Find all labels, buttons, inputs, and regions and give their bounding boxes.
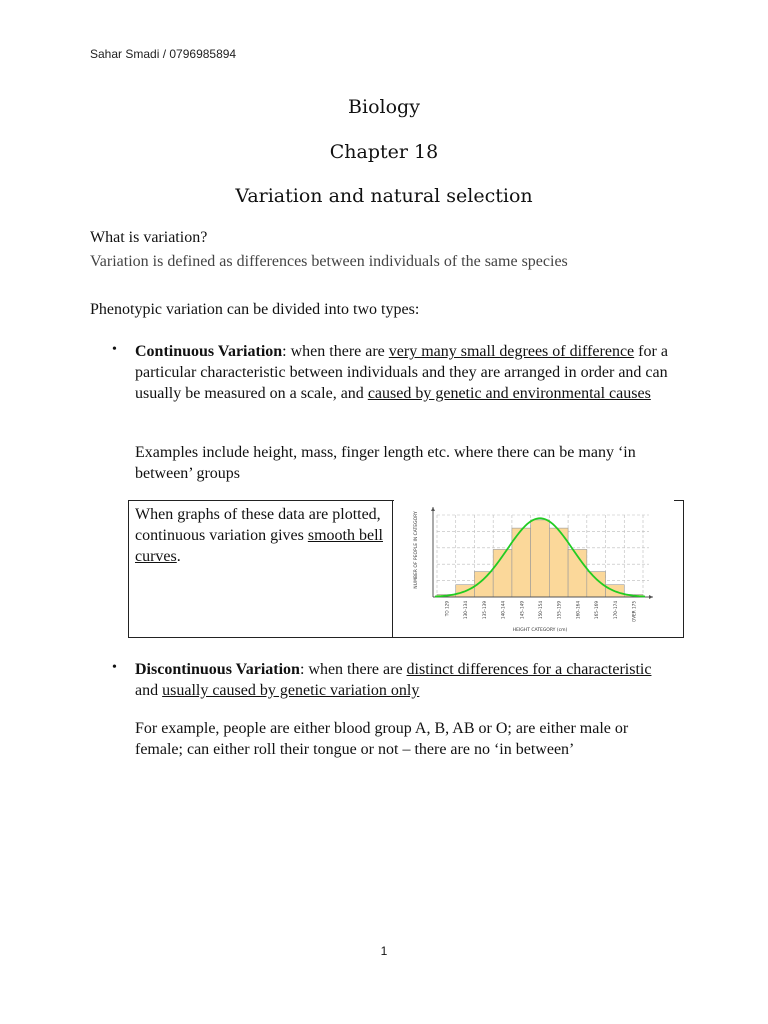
box-text-end: . xyxy=(176,548,181,565)
types-intro-text: Phenotypic variation can be divided into two types: xyxy=(90,301,420,318)
continuous-underline-1: very many small degrees of difference xyxy=(388,343,635,360)
continuous-examples: Examples include height, mass, finger length etc. where there can be many ‘in between’ groups xyxy=(135,444,636,482)
y-axis-arrow xyxy=(431,507,435,511)
bullet-icon: • xyxy=(112,342,117,357)
x-axis-label: HEIGHT CATEGORY (cm) xyxy=(512,628,568,633)
x-tick-label: 145–149 xyxy=(519,601,525,620)
discontinuous-example: For example, people are either blood group A, B, AB or O; are either male or female; can either roll their tongue or not – there are no ‘in between’ xyxy=(135,720,629,758)
continuous-paragraph xyxy=(135,341,675,404)
box-underline: smooth bell curves xyxy=(135,527,383,565)
subject-title: Biology xyxy=(348,96,420,118)
x-tick-label: 140–144 xyxy=(500,601,506,620)
bullet-icon: • xyxy=(112,660,117,675)
continuous-text-2: for a particular characteristic between individuals and they are arranged in order and can usually be measured on a scale, and xyxy=(135,343,668,402)
definition-text: Variation is defined as differences between individuals of the same species xyxy=(90,253,568,270)
discontinuous-text-2: and xyxy=(135,682,163,699)
x-axis-arrow xyxy=(649,595,653,599)
topic-title: Variation and natural selection xyxy=(235,185,533,207)
discontinuous-term: Discontinuous Variation xyxy=(135,661,300,678)
page-number: 1 xyxy=(380,944,388,958)
box-chart-cell xyxy=(393,501,683,637)
continuous-text-1: : when there are xyxy=(282,343,389,360)
question-text: What is variation? xyxy=(90,229,208,246)
histogram-bar xyxy=(531,520,550,597)
discontinuous-underline-2: usually caused by genetic variation only xyxy=(162,682,420,699)
x-tick-label: 160–164 xyxy=(575,601,581,620)
x-tick-label: 155–159 xyxy=(556,601,562,620)
continuous-underline-2: caused by genetic and environmental causes xyxy=(367,385,651,402)
box-text: When graphs of these data are plotted, continuous variation gives xyxy=(135,506,381,544)
y-axis-label: NUMBER OF PEOPLE IN CATEGORY xyxy=(414,511,419,589)
x-tick-label: 130–134 xyxy=(463,601,469,620)
header-author: Sahar Smadi / 0796985894 xyxy=(90,47,237,61)
x-tick-label: 150–154 xyxy=(538,601,543,620)
continuous-graph-box xyxy=(128,500,684,638)
x-tick-label: 165–169 xyxy=(594,601,600,620)
x-tick-label: 135–139 xyxy=(481,601,487,620)
box-text-cell xyxy=(129,501,393,637)
x-tick-label: TO 129 xyxy=(444,601,450,617)
continuous-term: Continuous Variation xyxy=(135,343,283,360)
height-histogram-chart xyxy=(393,501,683,637)
discontinuous-underline-1: distinct differences for a characteristic xyxy=(406,661,652,678)
x-tick-label: 170–174 xyxy=(612,601,618,620)
discontinuous-text-1: : when there are xyxy=(299,661,407,678)
discontinuous-paragraph xyxy=(135,659,675,701)
chapter-title: Chapter 18 xyxy=(329,141,439,163)
x-tick-label: OVER 175 xyxy=(631,601,637,622)
